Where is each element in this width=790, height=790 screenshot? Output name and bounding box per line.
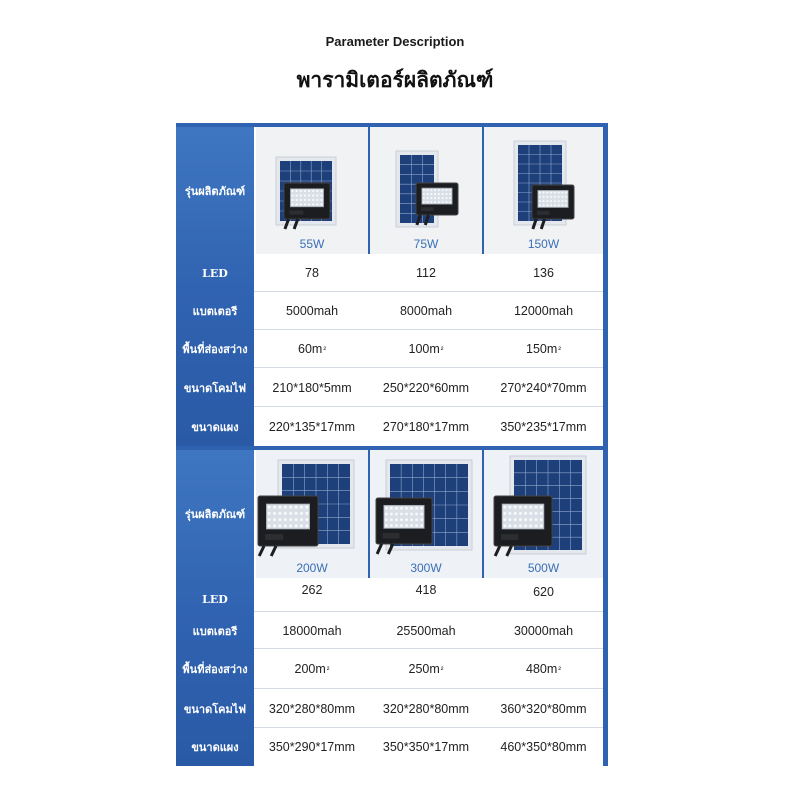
cell-panel-size: 460*350*80mm — [484, 728, 603, 766]
area-value: 250m — [408, 662, 440, 676]
solar-panel-floodlight-image — [256, 127, 368, 254]
row-label-area: พื้นที่ส่องสว่าง — [182, 663, 248, 676]
cell-area — [370, 649, 482, 689]
cell-lamp-size: 250*220*60mm — [370, 368, 482, 407]
cell-battery: 18000mah — [256, 612, 368, 649]
solar-panel-floodlight-image — [370, 127, 482, 254]
row-label-model: รุ่นผลิตภัณฑ์ — [184, 184, 246, 198]
cell-battery: 30000mah — [484, 612, 603, 649]
cell-lamp-size: 210*180*5mm — [256, 368, 368, 407]
cell-lamp-size: 320*280*80mm — [370, 689, 482, 728]
product-image-cell — [256, 127, 368, 254]
product-watt: 300W — [410, 561, 442, 575]
cell-led: 620 — [484, 578, 603, 612]
cell-panel-size: 220*135*17mm — [256, 407, 368, 447]
row-label-panel-size: ขนาดแผง — [191, 741, 239, 754]
cell-lamp-size: 360*320*80mm — [484, 689, 603, 728]
solar-panel-floodlight-image — [484, 450, 603, 578]
table-row-panel-size — [176, 728, 603, 766]
row-label-model: รุ่นผลิตภัณฑ์ — [184, 508, 246, 521]
row-label-lamp-size: ขนาดโคมไฟ — [183, 381, 247, 395]
area-value: 100m — [408, 342, 440, 356]
cell-area — [484, 330, 603, 368]
cell-panel-size: 350*235*17mm — [484, 407, 603, 447]
product-watt: 75W — [413, 237, 439, 251]
solar-panel-floodlight-image — [484, 127, 603, 254]
row-label-led: LED — [202, 592, 228, 606]
area-unit: ² — [440, 344, 444, 354]
product-watt: 150W — [527, 237, 560, 251]
area-unit: ² — [326, 664, 330, 674]
table-row-led — [176, 254, 603, 292]
area-value: 480m — [526, 662, 558, 676]
table-row-area — [176, 330, 603, 368]
product-watt: 55W — [299, 237, 325, 251]
cell-panel-size: 350*290*17mm — [256, 728, 368, 766]
cell-panel-size: 270*180*17mm — [370, 407, 482, 447]
row-label-led: LED — [202, 266, 228, 280]
spec-table-block-1 — [176, 123, 608, 448]
cell-led: 418 — [370, 578, 482, 612]
cell-area — [484, 649, 603, 689]
area-unit: ² — [558, 664, 561, 674]
product-watt: 500W — [527, 561, 560, 575]
area-unit: ² — [440, 664, 444, 674]
cell-led: 262 — [256, 578, 368, 612]
row-label-panel-size: ขนาดแผง — [191, 421, 239, 434]
cell-led: 78 — [256, 254, 368, 292]
cell-battery: 12000mah — [484, 292, 603, 330]
area-value: 200m — [294, 662, 326, 676]
table-row-lamp-size — [176, 689, 603, 728]
cell-led: 112 — [370, 254, 482, 292]
cell-panel-size: 350*350*17mm — [370, 728, 482, 766]
cell-led: 136 — [484, 254, 603, 292]
cell-area — [370, 330, 482, 368]
spec-table-block-2 — [176, 446, 608, 766]
page-title-en: Parameter Description — [325, 34, 465, 49]
table-row-area — [176, 649, 603, 689]
page-title-th: พารามิเตอร์ผลิตภัณฑ์ — [296, 67, 494, 92]
table-row-lamp-size — [176, 368, 603, 407]
table-row-led — [176, 578, 603, 612]
cell-area — [256, 649, 368, 689]
area-value: 60m — [298, 342, 323, 356]
table-border-right — [603, 446, 608, 766]
row-label-battery: แบตเตอรี — [192, 624, 238, 638]
cell-lamp-size: 270*240*70mm — [484, 368, 603, 407]
area-unit: ² — [558, 344, 561, 354]
product-image-cell — [256, 450, 368, 578]
row-label-lamp-size: ขนาดโคมไฟ — [183, 702, 247, 716]
solar-panel-floodlight-image — [256, 450, 368, 578]
area-value: 150m — [526, 342, 558, 356]
table-row-panel-size — [176, 407, 603, 447]
cell-battery: 8000mah — [370, 292, 482, 330]
table-row-battery — [176, 292, 603, 330]
cell-battery: 25500mah — [370, 612, 482, 649]
product-image-cell — [370, 450, 482, 578]
solar-panel-floodlight-image — [370, 450, 482, 578]
product-image-cell — [370, 127, 482, 254]
row-label-area: พื้นที่ส่องสว่าง — [182, 343, 248, 356]
cell-lamp-size: 320*280*80mm — [256, 689, 368, 728]
product-image-cell — [484, 127, 603, 254]
row-label-battery: แบตเตอรี — [192, 305, 238, 318]
product-watt: 200W — [296, 561, 328, 575]
cell-area — [256, 330, 368, 368]
table-row-battery — [176, 612, 603, 649]
area-unit: ² — [323, 344, 326, 354]
table-border-right — [603, 123, 608, 448]
cell-battery: 5000mah — [256, 292, 368, 330]
product-image-cell — [484, 450, 603, 578]
